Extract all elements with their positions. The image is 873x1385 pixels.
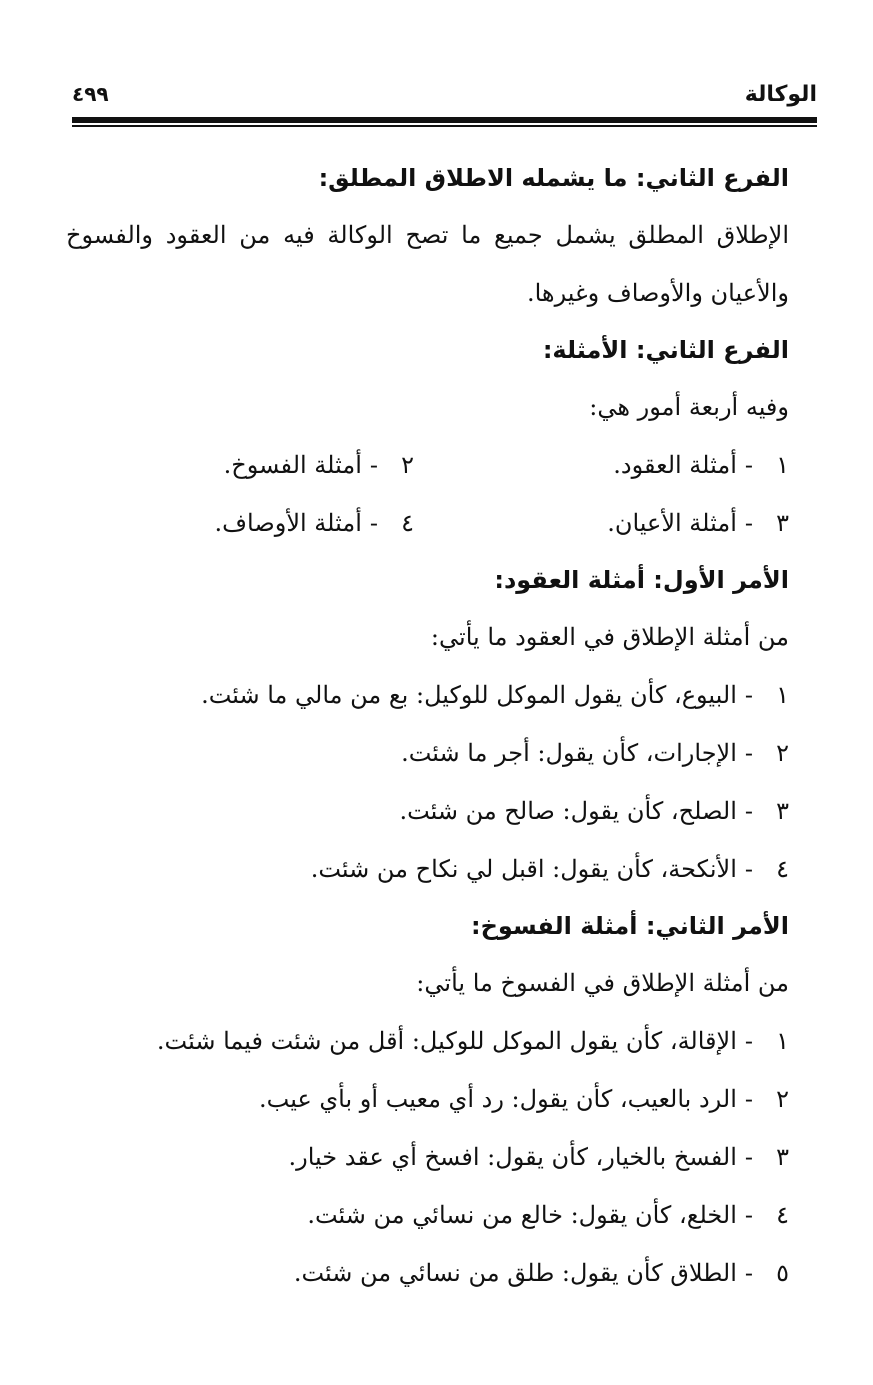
examples-row	[66, 436, 789, 494]
list-item: ٢-أمثلة الفسوخ.	[223, 451, 414, 479]
matter-heading-rescissions: الأمر الثاني: أمثلة الفسوخ:	[471, 912, 789, 940]
intro-line: وفيه أربعة أمور هي:	[589, 393, 789, 421]
matter-heading-contracts: الأمر الأول: أمثلة العقود:	[494, 566, 789, 594]
list-item: ٥-الطلاق كأن يقول: طلق من نسائي من شئت.	[293, 1259, 789, 1287]
section-heading-examples: الفرع الثاني: الأمثلة:	[542, 336, 789, 364]
list-item: ٢-الإجارات، كأن يقول: أجر ما شئت.	[401, 739, 789, 767]
list-item: ٣-الصلح، كأن يقول: صالح من شئت.	[399, 797, 789, 825]
intro-line: من أمثلة الإطلاق في الفسوخ ما يأتي:	[416, 969, 789, 997]
section-heading-scope: الفرع الثاني: ما يشمله الاطلاق المطلق:	[318, 164, 789, 192]
list-item: ٣-الفسخ بالخيار، كأن يقول: افسخ أي عقد خيار.	[288, 1143, 789, 1171]
list-item: ٤-الخلع، كأن يقول: خالع من نسائي من شئت.	[307, 1201, 789, 1229]
running-header	[72, 82, 817, 118]
list-item: ٤-الأنكحة، كأن يقول: اقبل لي نكاح من شئت.	[310, 855, 789, 883]
list-item: ١-أمثلة العقود.	[613, 451, 789, 479]
chapter-title: الوكالة	[744, 82, 817, 107]
page-number: ٤٩٩	[72, 82, 109, 106]
list-item: ١-البيوع، كأن يقول الموكل للوكيل: بع من مالي ما شئت.	[201, 681, 789, 709]
header-rule-thick	[72, 117, 817, 123]
examples-row	[66, 494, 789, 552]
intro-line: من أمثلة الإطلاق في العقود ما يأتي:	[430, 623, 789, 651]
paragraph-line: الإطلاق المطلق يشمل جميع ما تصح الوكالة فيه من العقود والفسوخ	[66, 221, 789, 249]
list-item: ٢-الرد بالعيب، كأن يقول: رد أي معيب أو بأي عيب.	[259, 1085, 789, 1113]
header-rule-thin	[72, 125, 817, 127]
list-item: ٤-أمثلة الأوصاف.	[214, 509, 414, 537]
list-item: ٣-أمثلة الأعيان.	[607, 509, 789, 537]
page-body	[66, 150, 789, 1302]
paragraph-line: والأعيان والأوصاف وغيرها.	[526, 279, 789, 307]
list-item: ١-الإقالة، كأن يقول الموكل للوكيل: أقل من شئت فيما شئت.	[156, 1027, 789, 1055]
